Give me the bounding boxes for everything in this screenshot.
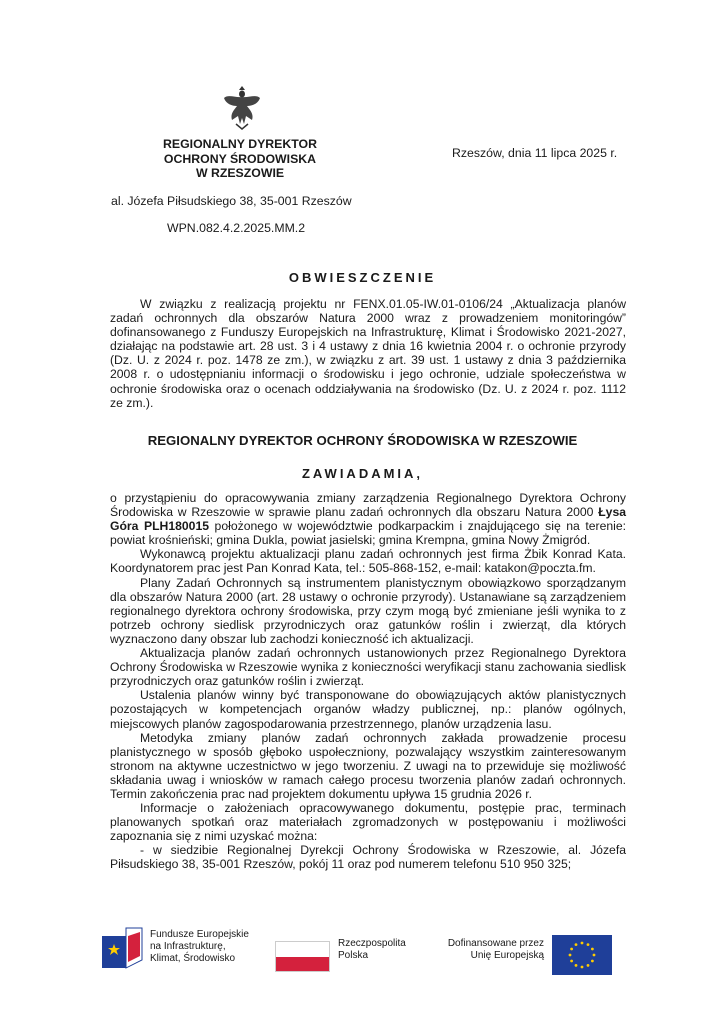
rp-line-2: Polska [338,950,369,961]
paragraph-1-end: położonego w województwie podkarpackim i znajdującego się na terenie: powiat krośnieński; gmina Dukla, powiat jasielski; gmina Krempna, gmina Nowy Żmigród. [110,519,626,548]
eu-star-icon [591,960,594,963]
eu-star-icon [569,954,572,957]
fe-line-2: na Infrastrukturę, [150,941,226,952]
fundusze-europejskie-label [150,929,249,965]
eu-star-icon [570,960,573,963]
eu-star-icon [575,943,578,946]
eu-star-icon [570,948,573,951]
fe-line-3: Klimat, Środowisko [150,953,236,964]
issuer-block [140,137,340,181]
paragraph-6: Metodyka zmiany planów zadań ochronnych zakłada prowadzenie procesu planistycznego w sposób głęboko uspołeczniony, pozwalający wszystkim zainteresowanym stronom na aktywne uczestnictwo w jego tworzeniu. Z uwagi na to przewiduje się możliwość składania uwag i wniosków w ramach całego procesu tworzenia planów zadań ochronnych. Termin zakończenia prac nad projektem dokumentu upływa 15 grudnia 2026 r. [110,730,626,801]
eu-star-icon [581,966,584,969]
paragraph-1-start: o przystąpieniu do opracowywania zmiany zarządzenia Regionalnego Dyrektora Ochrony Środowiska w Rzeszowie w sprawie planu zadań ochronnych dla obszaru Natura 2000 [110,491,626,520]
announce-heading: ZAWIADAMIA, [301,466,424,481]
site-name: Łysa Góra PLH180015 [110,505,626,534]
fe-line-1: Fundusze Europejskie [150,929,249,940]
rzeczpospolita-label [338,938,406,962]
eu-star-icon [587,943,590,946]
body-text [110,491,626,872]
paragraph-4: Aktualizacja planów zadań ochronnych ustanowionych przez Regionalnego Dyrektora Ochrony Środowiska w Rzeszowie wynika z konieczności weryfikacji stanu zachowania siedlisk przyrodniczych oraz gatunków roślin i zwierząt. [110,646,626,689]
ue-line-1: Dofinansowane przez [447,938,544,949]
case-signature: WPN.082.4.2.2025.MM.2 [167,221,306,235]
paragraph-8: - w siedzibie Regionalnej Dyrekcji Ochrony Środowiska w Rzeszowie, al. Józefa Piłsudskiego 38, 35-001 Rzeszów, pokój 11 oraz pod numerem telefonu 510 950 325; [110,843,626,872]
paragraph-1 [110,491,626,547]
eagle-emblem-icon [222,84,262,130]
eu-star-icon [593,954,596,957]
eu-star-icon [587,964,590,967]
document-title: OBWIESZCZENIE [288,270,437,285]
eu-flag-icon [552,935,612,975]
intro-paragraph [110,297,626,410]
eu-star-icon [581,942,584,945]
rp-line-1: Rzeczpospolita [338,938,406,949]
issuer-line-2: OCHRONY ŚRODOWISKA [163,151,317,166]
polish-flag-icon [275,941,330,972]
intro-text: W związku z realizacją projektu nr FENX.01.05-IW.01-0106/24 „Aktualizacja planów zadań ochronnych dla obszarów Natura 2000 wraz z prowadzeniem monitoringów” dofinansowanego z Funduszy Europejskich na Infrastrukturę, Klimat i Środowisko 2021-2027, działając na podstawie art. 28 ust. 3 i 4 ustawy z dnia 16 kwietnia 2004 r. o ochronie przyrody (Dz. U. z 2024 r. poz. 1478 ze zm.), w związku z art. 39 ust. 1 ustawy z dnia 3 października 2008 r. o udostępnianiu informacji o środowisku i jego ochronie, udziale społeczeństwa w ochronie środowiska oraz o ocenach oddziaływania na środowisko (Dz. U. z 2024 r. poz. 1112 ze zm.). [110,297,626,410]
ue-line-2: Unię Europejską [470,950,544,961]
eu-star-icon [575,964,578,967]
issuer-line-3: W RZESZOWIE [195,166,285,180]
eu-star-icon [591,948,594,951]
issuer-address: al. Józefa Piłsudskiego 38, 35-001 Rzeszów [111,194,352,208]
paragraph-3: Plany Zadań Ochronnych są instrumentem planistycznym obowiązkowo sporządzanym dla obszarów Natura 2000 (art. 28 ustawy o ochronie przyrody). Ustanawiane są zarządzeniem regionalnego dyrektora ochrony środowiska, przy czym mogą być zmieniane jeśli wynika to z potrzeb ochrony siedlisk przyrodniczych oraz gatunków roślin i zwierząt, dla których wyznaczono dany obszar lub zachodzi konieczność ich aktualizacji. [110,575,626,646]
paragraph-7: Informacje o założeniach opracowywanego dokumentu, postępie prac, terminach planowanych spotkań oraz materiałach zgromadzonych w postępowaniu i możliwości zapoznania się z nimi uzyskać można: [110,801,626,844]
authority-heading: REGIONALNY DYREKTOR OCHRONY ŚRODOWISKA W RZESZOWIE [147,433,578,448]
eu-funding-label [439,938,544,962]
paragraph-2: Wykonawcą projektu aktualizacji planu zadań ochronnych jest firma Żbik Konrad Kata. Koordynatorem prac jest Pan Konrad Kata, tel.: 505-868-152, e-mail: katakon@poczta.fm. [110,547,626,576]
paragraph-5: Ustalenia planów winny być transponowane do obowiązujących aktów planistycznych pozostających w kompetencjach organów władzy publicznej, np.: planów ogólnych, miejscowych planów zagospodarowania przestrzennego, planów urządzenia lasu. [110,688,626,731]
issuer-line-1: REGIONALNY DYREKTOR [163,137,317,151]
fundusze-europejskie-logo-icon [100,926,144,970]
document-date: Rzeszów, dnia 11 lipca 2025 r. [452,146,618,160]
